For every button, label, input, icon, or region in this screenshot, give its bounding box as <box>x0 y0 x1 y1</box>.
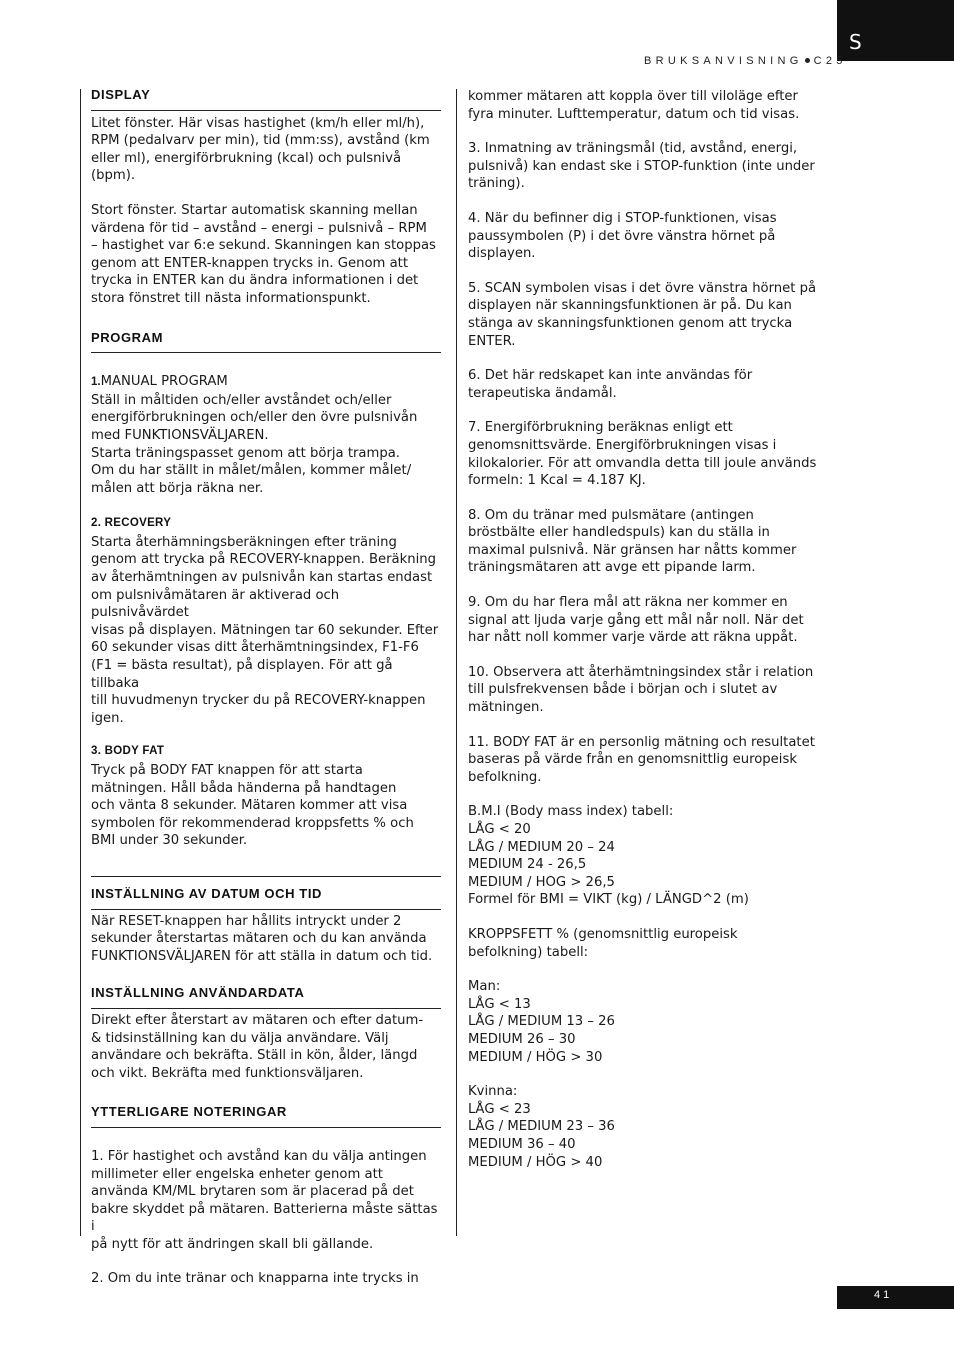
divider <box>91 1008 441 1009</box>
right-column <box>468 88 828 1171</box>
language-tab-letter: S <box>849 30 862 54</box>
display-heading: DISPLAY <box>91 87 151 102</box>
note-9: 9. Om du har flera mål att räkna ner kommer en signal att ljuda varje gång ett mål når noll. När det har nått noll kommer varje värde att räkna uppåt. <box>468 595 804 646</box>
manual-label: BRUKSANVISNING <box>644 55 803 67</box>
language-tab <box>837 0 954 61</box>
note-6: 6. Det här redskapet kan inte användas för terapeutiska ändamål. <box>468 368 753 401</box>
user-data-heading: INSTÄLLNING ANVÄNDARDATA <box>91 985 305 1001</box>
note-10: 10. Observera att återhämtningsindex står i relation till pulsfrekvensen både i början och i slutet av mätningen. <box>468 664 814 716</box>
divider <box>91 352 441 353</box>
page-number: 41 <box>874 1289 893 1301</box>
date-time-text: När RESET-knappen har hållits intryckt under 2 sekunder återstartas mätaren och du kan använda FUNKTIONSVÄLJAREN för att ställa in datum och tid. <box>91 913 433 964</box>
women-table: Kvinna: LÅG < 23 LÅG / MEDIUM 23 – 36 MEDIUM 36 – 40 MEDIUM / HÖG > 40 <box>468 1084 615 1170</box>
page-number-box <box>837 1286 954 1309</box>
display-paragraph-large: Stort fönster. Startar automatisk skanning mellan värdena för tid – avstånd – energi – pulsnivå – RPM – hastighet var 6:e sekund. Skanningen kan stoppas genom att ENTER-knappen trycks in. Genom att trycka in ENTER kan du ändra informationen i det stora fönstret till nästa informationspunkt. <box>91 202 436 306</box>
divider <box>91 1127 441 1128</box>
middle-column-rule <box>456 89 457 1236</box>
recovery-text: Starta återhämningsberäkningen efter träning genom att trycka på RECOVERY-knappen. Beräkning av återhämtningen av pulsnivån kan startas endast om pulsnivåmätaren är aktiverad och pulsnivåvärdet visas på displayen. Mätningen tar 60 sekunder. Efter 60 sekunder visas ditt återhämtningsindex, F1-F6 (F1 = bästa resultat), på displayen. För att gå tillbaka till huvudmenyn trycker du på RECOVERY-knappen igen. <box>91 534 439 726</box>
body-fat-heading: 3. BODY FAT <box>91 745 165 758</box>
manual-program-number: 1. <box>91 376 101 389</box>
note-4: 4. När du befinner dig i STOP-funktionen, visas paussymbolen (P) i det övre vänstra hörnet på displayen. <box>468 210 777 262</box>
note-2-end: kommer mätaren att koppla över till viloläge efter fyra minuter. Lufttemperatur, datum och tid visas. <box>468 89 800 122</box>
display-paragraph-small: Litet fönster. Här visas hastighet (km/h eller ml/h), RPM (pedalvarv per min), tid (mm:ss), avstånd (km eller ml), energiförbrukning (kcal) och pulsnivå (bpm). <box>91 115 430 184</box>
divider <box>91 110 441 111</box>
user-data-text: Direkt efter återstart av mätaren och efter datum- & tidsinställning kan du välja användare. Välj användare och bekräfta. Ställ in kön, ålder, längd och vikt. Bekräfta med funktionsväljaren. <box>91 1012 424 1081</box>
note-5: 5. SCAN symbolen visas i det övre vänstra hörnet på displayen när skanningsfunktionen är på. Du kan stänga av skanningsfunktionen genom att trycka ENTER. <box>468 280 817 349</box>
note-1: 1. För hastighet och avstånd kan du välja antingen millimeter eller engelska enheter genom att använda KM/ML brytaren som är placerad på det bakre skyddet på mätaren. Batterierna måste sättas i på nytt för att ändringen skall bli gällande. <box>91 1148 438 1252</box>
date-time-heading: INSTÄLLNING AV DATUM OCH TID <box>91 885 323 901</box>
left-column <box>91 86 441 1288</box>
program-heading: PROGRAM <box>91 329 164 345</box>
note-3: 3. Inmatning av träningsmål (tid, avstånd, energi, pulsnivå) kan endast ske i STOP-funktion (inte under träning). <box>468 141 815 192</box>
recovery-heading: 2. RECOVERY <box>91 517 172 530</box>
notes-heading: YTTERLIGARE NOTERINGAR <box>91 1104 287 1120</box>
note-8: 8. Om du tränar med pulsmätare (antingen bröstbälte eller handledspuls) kan du ställa in maximal pulsnivå. När gränsen har nåtts kommer träningsmätaren att avge ett pipande larm. <box>468 507 797 576</box>
bullet-icon <box>805 58 810 63</box>
men-table: Man: LÅG < 13 LÅG / MEDIUM 13 – 26 MEDIUM 26 – 30 MEDIUM / HÖG > 30 <box>468 979 615 1065</box>
body-fat-text: Tryck på BODY FAT knappen för att starta mätningen. Håll båda händerna på handtagen och vänta 8 sekunder. Mätaren kommer att visa symbolen för rekommenderad kroppsfetts % och BMI under 30 sekunder. <box>91 763 414 849</box>
bmi-table: B.M.I (Body mass index) tabell: LÅG < 20 LÅG / MEDIUM 20 – 24 MEDIUM 24 - 26,5 MEDIUM / HOG > 26,5 Formel för BMI = VIKT (kg) / LÄNGD^2 (m) <box>468 804 749 908</box>
divider <box>91 876 441 877</box>
divider <box>91 909 441 910</box>
model-label: C25 <box>813 55 847 67</box>
body-fat-intro: KROPPSFETT % (genomsnittlig europeisk befolkning) tabell: <box>468 926 738 960</box>
left-column-rule <box>80 89 81 1236</box>
note-11: 11. BODY FAT är en personlig mätning och resultatet baseras på värde från en genomsnittlig europeisk befolkning. <box>468 734 815 785</box>
manual-program-text: 1.MANUAL PROGRAM Ställ in måltiden och/eller avståndet och/eller energiförbrukningen och/eller den övre pulsnivån med FUNKTIONSVÄLJAREN. Starta träningspasset genom att börja trampa. Om du har ställt in målet/målen, kommer målet/ målen att börja räkna ner. <box>91 374 418 496</box>
note-7: 7. Energiförbrukning beräknas enligt ett genomsnittsvärde. Energiförbrukningen visas i kilokalorier. För att omvandla detta till joule används formeln: 1 Kcal = 4.187 KJ. <box>468 420 817 489</box>
running-header <box>644 55 847 67</box>
note-2-start: 2. Om du inte tränar och knapparna inte trycks in <box>91 1271 419 1287</box>
